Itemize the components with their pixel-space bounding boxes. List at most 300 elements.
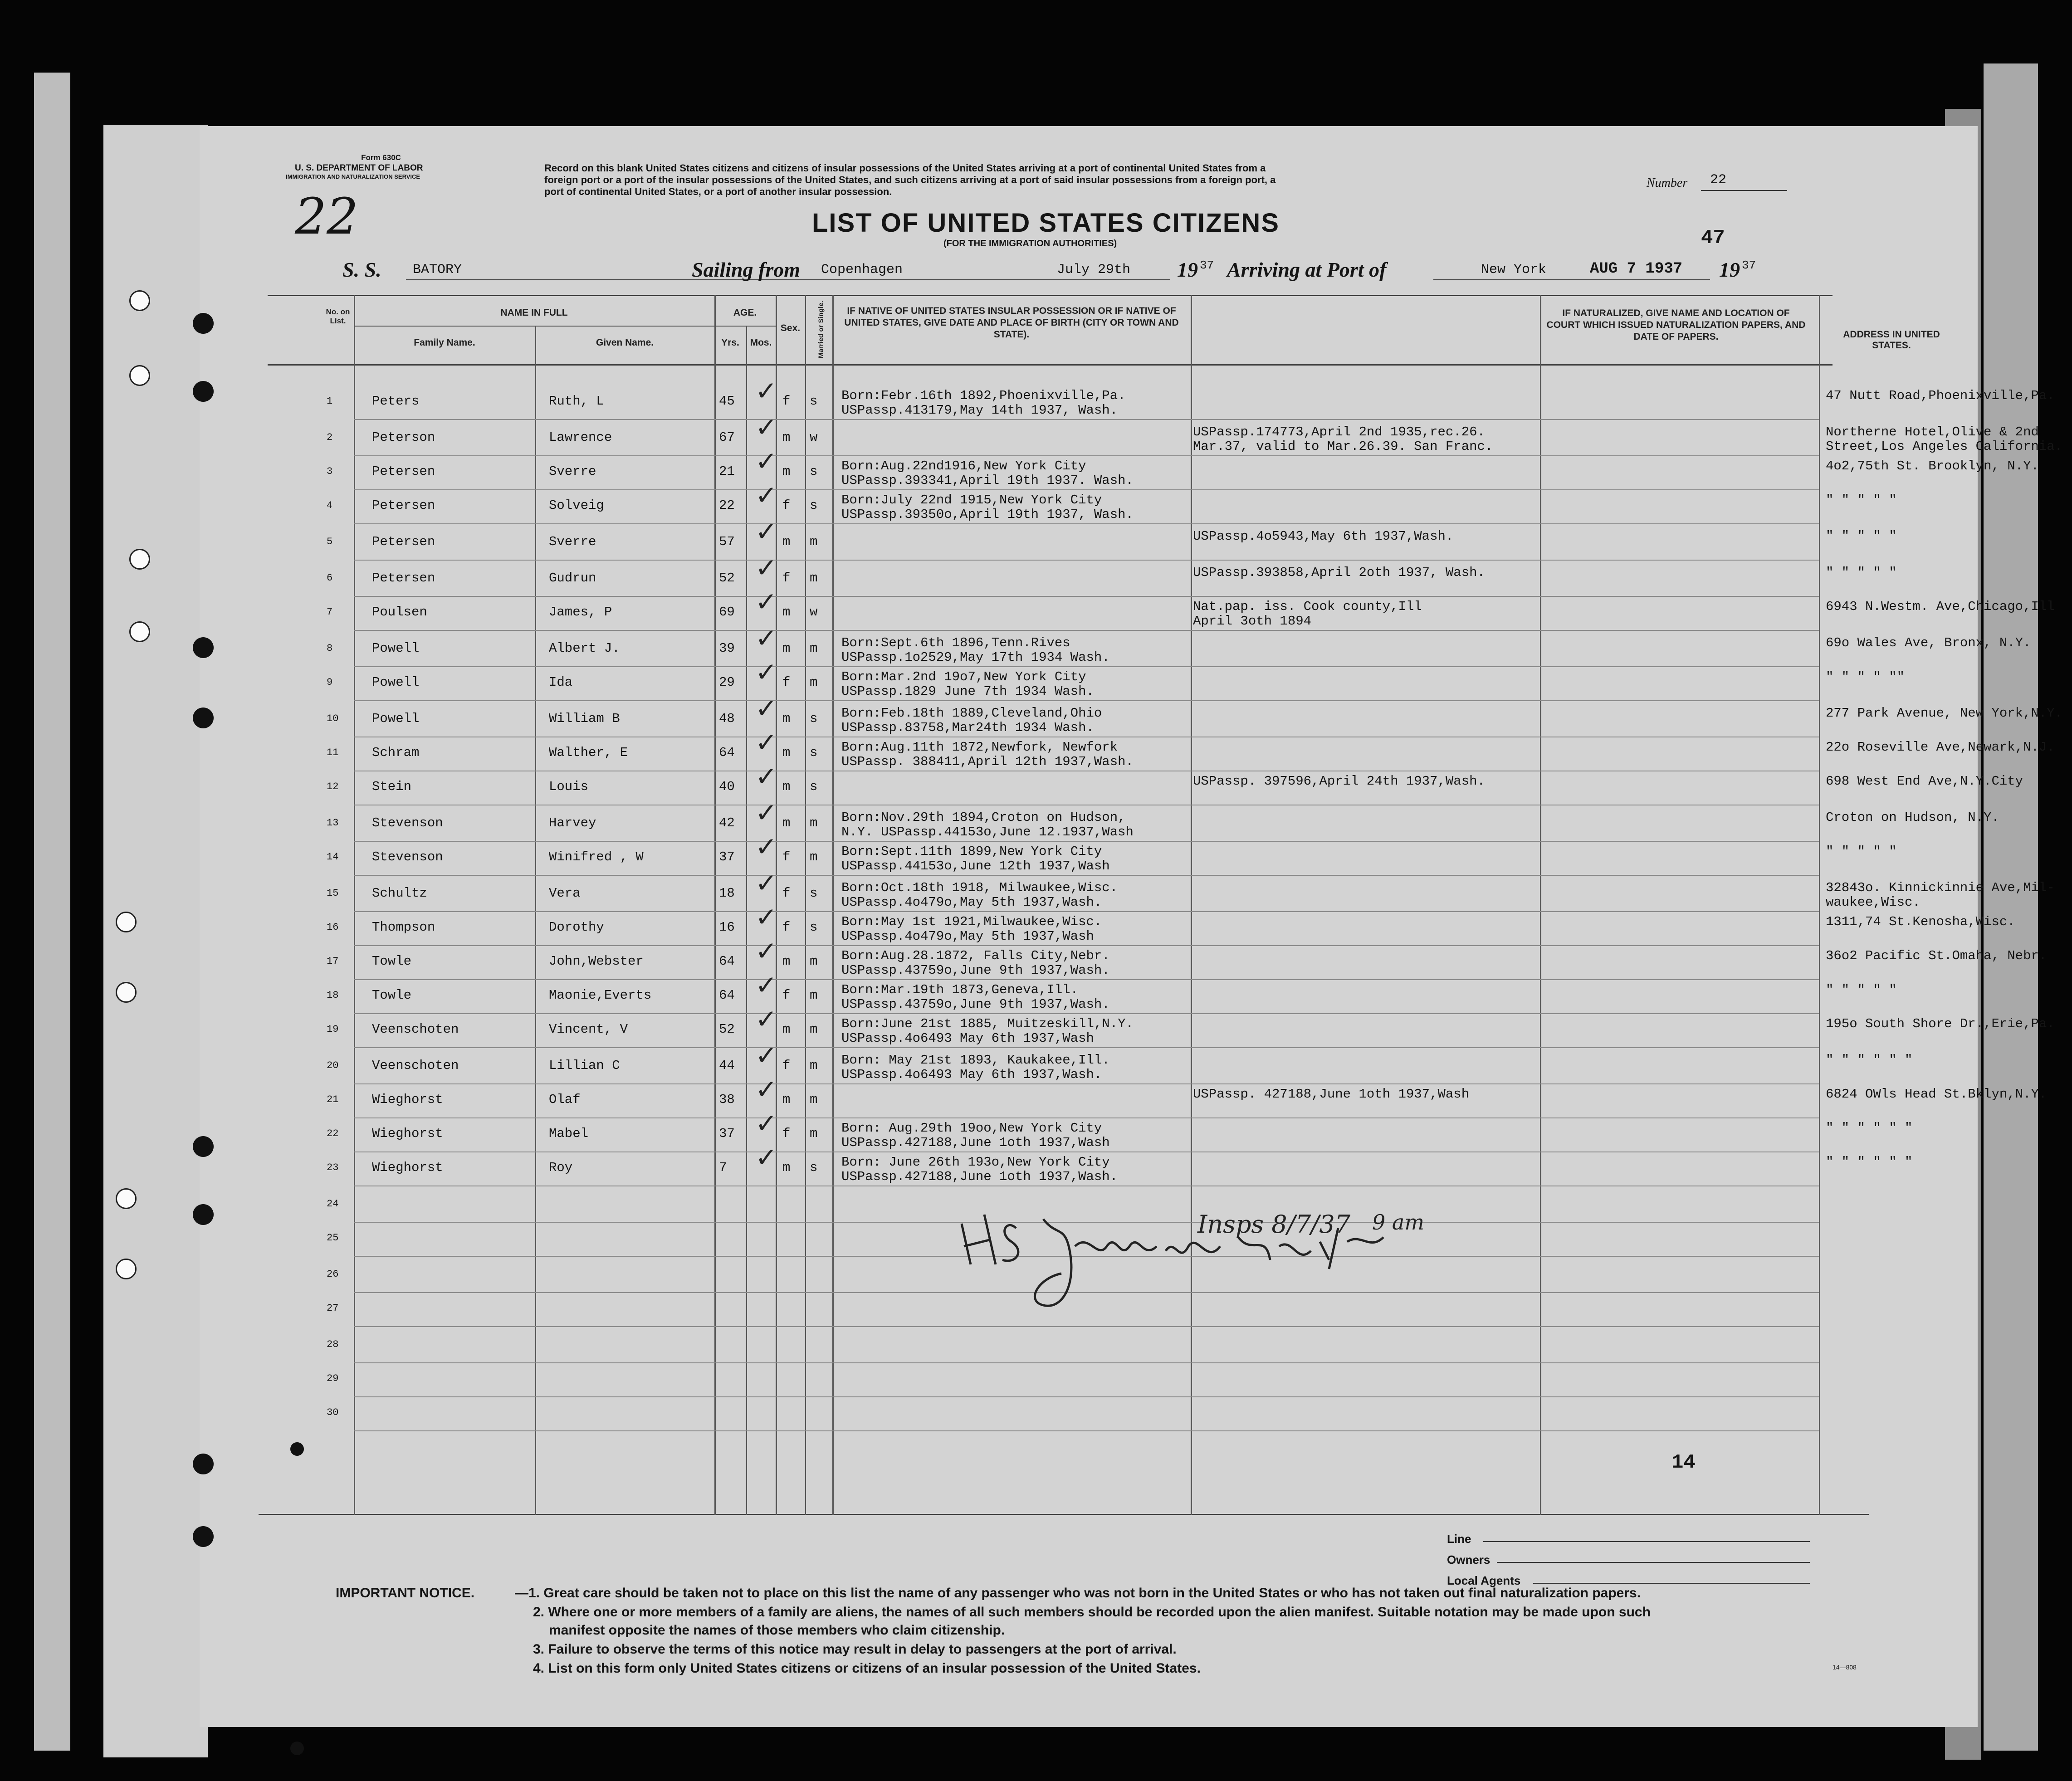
row-number: 12 — [327, 781, 339, 792]
name-header-rule — [354, 326, 714, 327]
age-years: 64 — [719, 988, 735, 1003]
birth-line-2: N.Y. USPassp.44153o,June 12.1937,Wash — [841, 825, 1134, 839]
sex: f — [782, 920, 791, 935]
table-row — [200, 412, 2063, 461]
agents-underline — [1533, 1583, 1810, 1584]
binder-hole — [116, 912, 137, 932]
date-underline — [1043, 279, 1170, 280]
row-number: 21 — [327, 1094, 339, 1105]
birth-line-2: USPassp.43759o,June 9th 1937,Wash. — [841, 963, 1110, 978]
sailing-year-prefix: 19 — [1177, 258, 1198, 281]
row-rule — [354, 596, 1819, 597]
address-line-1: 195o South Shore Dr.,Erie,Pa. — [1826, 1016, 2055, 1031]
binder-hole — [129, 621, 150, 642]
marital-status: s — [810, 498, 818, 513]
row-rule — [354, 630, 1819, 631]
naturalization-line-2: Mar.37, valid to Mar.26.39. San Franc. — [1193, 439, 1493, 454]
manifest-sheet — [200, 126, 2063, 1727]
owners-underline — [1497, 1562, 1810, 1563]
number-value: 22 — [1710, 172, 1727, 188]
age-years: 52 — [719, 1022, 735, 1037]
sex: m — [782, 954, 791, 969]
age-years: 64 — [719, 954, 735, 969]
age-years: 45 — [719, 394, 735, 409]
birth-line-2: USPassp.1829 June 7th 1934 Wash. — [841, 684, 1094, 699]
row-number: 14 — [327, 851, 339, 863]
family-name: Stevenson — [372, 815, 443, 830]
row-rule — [354, 1047, 1819, 1048]
birth-line-2: USPassp.39350o,April 19th 1937, Wash. — [841, 507, 1134, 522]
sailing-year: 37 — [1200, 259, 1214, 272]
address-line-1: " " " " " — [1826, 982, 1897, 997]
age-years: 38 — [719, 1092, 735, 1107]
row-number: 13 — [327, 817, 339, 829]
birth-line-1: Born:Nov.29th 1894,Croton on Hudson, — [841, 810, 1126, 825]
given-name: William B — [549, 711, 620, 726]
row-number: 19 — [327, 1024, 339, 1035]
sailing-date: July 29th — [1057, 262, 1131, 278]
address-line-1: " " " " " — [1826, 565, 1897, 580]
marital-status: m — [810, 571, 818, 586]
marital-status: m — [810, 815, 818, 830]
binder-hole — [116, 1188, 137, 1209]
arrival-year-prefix: 19 — [1719, 258, 1740, 281]
family-name: Wieghorst — [372, 1126, 443, 1141]
row-rule — [354, 1430, 1819, 1431]
given-name: Ida — [549, 675, 573, 690]
row-rule — [354, 841, 1819, 842]
sex: f — [782, 571, 791, 586]
address-line-1: 698 West End Ave,N.Y.City — [1826, 774, 2023, 789]
row-rule — [354, 419, 1819, 420]
row-rule — [354, 489, 1819, 490]
family-name: Veenschoten — [372, 1058, 459, 1073]
table-row — [200, 1108, 1978, 1157]
inspector-check-mark: ✓ — [755, 552, 777, 583]
inspector-check-mark: ✓ — [755, 412, 777, 443]
punch-hole — [193, 381, 214, 402]
birth-line-2: USPassp.1o2529,May 17th 1934 Wash. — [841, 650, 1110, 665]
notice-item-4: 4. List on this form only United States citizens or citizens of an insular possession of the United States. — [533, 1661, 1201, 1676]
family-name: Towle — [372, 954, 412, 969]
department-name: U. S. DEPARTMENT OF LABOR — [295, 163, 423, 173]
local-agents-label: Local Agents — [1447, 1574, 1521, 1587]
marital-status: s — [810, 779, 818, 794]
marital-status: m — [810, 849, 818, 864]
given-name: Walther, E — [549, 745, 628, 760]
punch-hole — [193, 1136, 214, 1157]
row-number: 4 — [327, 500, 333, 511]
age-years: 48 — [719, 711, 735, 726]
birth-line-1: Born:Aug.11th 1872,Newfork, Newfork — [841, 740, 1118, 755]
notice-item-1: —1. Great care should be taken not to place on this list the name of any passenger who was not born in the United States or who has not taken out final naturalization papers. — [515, 1586, 1641, 1600]
given-name: Winifred , W — [549, 849, 644, 864]
sex: f — [782, 849, 791, 864]
family-name: Petersen — [372, 571, 435, 586]
address-line-2: Street,Los Angeles California. — [1826, 439, 2063, 454]
header-mos: Mos. — [750, 337, 772, 348]
empty-table-row — [200, 1332, 1978, 1368]
inspector-check-mark: ✓ — [755, 1142, 777, 1173]
row-number: 24 — [327, 1198, 339, 1210]
age-years: 21 — [719, 464, 735, 479]
sex: m — [782, 815, 791, 830]
punch-hole — [290, 1442, 304, 1456]
given-name: Gudrun — [549, 571, 596, 586]
birth-line-2: USPassp. 388411,April 12th 1937,Wash. — [841, 754, 1134, 769]
sex: f — [782, 1058, 791, 1073]
document-title: LIST OF UNITED STATES CITIZENS — [812, 208, 1280, 238]
row-number: 20 — [327, 1060, 339, 1071]
given-name: Dorothy — [549, 920, 604, 935]
binder-hole — [116, 1259, 137, 1279]
sex: f — [782, 498, 791, 513]
inspector-check-mark: ✓ — [755, 376, 777, 406]
birth-line-1: Born: Aug.29th 19oo,New York City — [841, 1121, 1102, 1136]
sex: m — [782, 1022, 791, 1037]
marital-status: m — [810, 954, 818, 969]
marital-status: s — [810, 886, 818, 901]
row-number: 11 — [327, 747, 339, 758]
given-name: Harvey — [549, 815, 596, 830]
row-rule — [354, 1326, 1819, 1327]
address-line-1: " " " " " " — [1826, 1121, 1913, 1136]
table-row — [200, 623, 2031, 672]
marital-status: s — [810, 394, 818, 409]
number-underline — [1701, 190, 1787, 191]
line-label: Line — [1447, 1532, 1471, 1546]
marital-status: m — [810, 641, 818, 656]
inspector-check-mark: ✓ — [755, 480, 777, 511]
sailing-port: Copenhagen — [821, 262, 903, 278]
address-line-1: 6943 N.Westm. Ave,Chicago,Ill — [1826, 599, 2055, 614]
family-name: Peters — [372, 394, 420, 409]
birth-line-1: Born:Mar.19th 1873,Geneva,Ill. — [841, 982, 1079, 997]
family-name: Wieghorst — [372, 1092, 443, 1107]
family-name: Petersen — [372, 498, 435, 513]
inspector-check-mark: ✓ — [755, 1074, 777, 1105]
age-years: 69 — [719, 605, 735, 620]
row-rule — [354, 560, 1819, 561]
address-line-1: 4o2,75th St. Brooklyn, N.Y. — [1826, 459, 2039, 473]
inspector-check-mark: ✓ — [755, 446, 777, 477]
table-row — [200, 1142, 1978, 1191]
given-name: Sverre — [549, 534, 596, 549]
header-sex: Sex. — [780, 323, 801, 333]
birth-line-2: USPassp.44153o,June 12th 1937,Wash — [841, 859, 1110, 873]
birth-line-2: USPassp.427188,June 1oth 1937,Wash. — [841, 1169, 1118, 1184]
table-row — [200, 693, 2063, 742]
port-underline — [1433, 279, 1710, 280]
naturalization-line-1: USPassp.174773,April 2nd 1935,rec.26. — [1193, 425, 1485, 439]
sex: m — [782, 1160, 791, 1175]
birth-line-2: USPassp.393341,April 19th 1937. Wash. — [841, 473, 1134, 488]
row-number: 16 — [327, 922, 339, 933]
age-header-rule — [714, 326, 776, 327]
row-rule — [354, 523, 1819, 524]
sex: m — [782, 641, 791, 656]
document-subtitle: (FOR THE IMMIGRATION AUTHORITIES) — [943, 239, 1117, 249]
given-name: Vera — [549, 886, 581, 901]
arrival-port: New York — [1481, 262, 1547, 278]
marital-status: m — [810, 1092, 818, 1107]
birth-line-2: USPassp.43759o,June 9th 1937,Wash. — [841, 997, 1110, 1012]
inspector-check-mark: ✓ — [755, 970, 777, 1000]
address-line-1: " " " " " — [1826, 844, 1897, 859]
row-number: 30 — [327, 1407, 339, 1418]
family-name: Wieghorst — [372, 1160, 443, 1175]
punch-hole — [193, 1526, 214, 1547]
row-rule — [354, 875, 1819, 876]
age-years: 16 — [719, 920, 735, 935]
empty-table-row — [200, 1400, 1978, 1436]
age-years: 22 — [719, 498, 735, 513]
ss-label: S. S. — [342, 258, 381, 281]
address-line-1: Croton on Hudson, N.Y. — [1826, 810, 1999, 825]
punch-hole — [193, 1204, 214, 1225]
row-number: 10 — [327, 713, 339, 724]
naturalization-line-1: USPassp.4o5943,May 6th 1937,Wash. — [1193, 529, 1454, 544]
page-edge-left — [34, 73, 70, 1751]
inspector-check-mark: ✓ — [755, 1040, 777, 1071]
punch-hole — [193, 637, 214, 658]
age-years: 52 — [719, 571, 735, 586]
table-row — [200, 868, 2055, 917]
family-name: Thompson — [372, 920, 435, 935]
row-rule — [354, 945, 1819, 946]
line-underline — [1483, 1541, 1810, 1542]
birth-line-2: USPassp.427188,June 1oth 1937,Wash — [841, 1135, 1110, 1150]
birth-line-1: Born:Sept.6th 1896,Tenn.Rives — [841, 635, 1070, 650]
age-years: 67 — [719, 430, 735, 445]
family-name: Stein — [372, 779, 412, 794]
row-number: 7 — [327, 606, 333, 618]
row-number: 28 — [327, 1339, 339, 1350]
empty-table-row — [200, 1366, 1978, 1402]
page-edge-right — [1984, 63, 2038, 1751]
notice-item-2b: manifest opposite the names of those members who claim citizenship. — [549, 1623, 1005, 1638]
row-number: 26 — [327, 1269, 339, 1280]
row-number: 1 — [327, 395, 333, 407]
family-name: Towle — [372, 988, 412, 1003]
row-rule — [354, 911, 1819, 912]
family-name: Schultz — [372, 886, 427, 901]
header-address: ADDRESS IN UNITED STATES. — [1843, 329, 1940, 351]
family-name: Powell — [372, 675, 420, 690]
birth-line-1: Born:June 21st 1885, Muitzeskill,N.Y. — [841, 1016, 1134, 1031]
punch-hole — [193, 1454, 214, 1474]
birth-line-2: USPassp.4o6493 May 6th 1937,Wash. — [841, 1067, 1102, 1082]
given-name: Ruth, L — [549, 394, 604, 409]
header-birth-place: IF NATIVE OF UNITED STATES INSULAR POSSESSION OR IF NATIVE OF UNITED STATES, GIVE DATE AND PLACE OF BIRTH (CITY OR TOWN AND STATE). — [844, 306, 1179, 340]
family-name: Powell — [372, 641, 420, 656]
row-rule — [354, 666, 1819, 667]
page-edge-underlay — [103, 125, 208, 1757]
table-row — [200, 797, 1999, 846]
row-rule — [354, 1117, 1819, 1118]
marital-status: w — [810, 430, 818, 445]
signature-initials: Insps 8/7/37 — [1197, 1210, 1351, 1239]
birth-line-2: USPassp.413179,May 14th 1937, Wash. — [841, 403, 1118, 418]
birth-line-1: Born:July 22nd 1915,New York City — [841, 493, 1102, 507]
row-number: 5 — [327, 536, 333, 547]
punch-hole — [193, 313, 214, 334]
sex: f — [782, 394, 791, 409]
marital-status: s — [810, 711, 818, 726]
marital-status: s — [810, 464, 818, 479]
given-name: Sverre — [549, 464, 596, 479]
inspector-check-mark: ✓ — [755, 623, 777, 654]
family-name: Powell — [372, 711, 420, 726]
given-name: Albert J. — [549, 641, 620, 656]
address-line-1: " " " " "" — [1826, 669, 1905, 684]
header-given-name: Given Name. — [596, 337, 654, 348]
service-name: IMMIGRATION AND NATURALIZATION SERVICE — [286, 173, 420, 180]
table-row — [200, 516, 1978, 565]
row-number: 29 — [327, 1373, 339, 1384]
given-name: Roy — [549, 1160, 573, 1175]
binder-hole — [116, 982, 137, 1003]
naturalization-line-1: USPassp. 397596,April 24th 1937,Wash. — [1193, 774, 1485, 789]
inspector-check-mark: ✓ — [755, 1004, 777, 1034]
table-row — [200, 1040, 1978, 1089]
age-years: 7 — [719, 1160, 727, 1175]
row-rule — [354, 1013, 1819, 1014]
row-number: 22 — [327, 1128, 339, 1139]
given-name: Vincent, V — [549, 1022, 628, 1037]
age-years: 40 — [719, 779, 735, 794]
age-years: 18 — [719, 886, 735, 901]
row-rule — [354, 700, 1819, 701]
table-top-border — [268, 295, 1833, 296]
given-name: Maonie,Everts — [549, 988, 652, 1003]
marital-status: m — [810, 988, 818, 1003]
birth-line-1: Born:Sept.11th 1899,New York City — [841, 844, 1102, 859]
marital-status: m — [810, 675, 818, 690]
address-line-1: " " " " " — [1826, 529, 1897, 544]
birth-line-1: Born:Aug.22nd1916,New York City — [841, 459, 1086, 473]
instruction-line-3: port of continental United States, or a port of another insular possession. — [544, 186, 892, 197]
given-name: James, P — [549, 605, 612, 620]
given-name: Olaf — [549, 1092, 581, 1107]
marital-status: s — [810, 1160, 818, 1175]
notice-title: IMPORTANT NOTICE. — [336, 1586, 475, 1600]
form-number: Form 630C — [361, 153, 401, 162]
row-rule — [354, 1083, 1819, 1084]
header-age: AGE. — [733, 307, 757, 318]
sex: m — [782, 1092, 791, 1107]
inspector-check-mark: ✓ — [755, 936, 777, 966]
sex: m — [782, 534, 791, 549]
row-number: 2 — [327, 432, 333, 443]
birth-line-1: Born:May 1st 1921,Milwaukee,Wisc. — [841, 914, 1102, 929]
instruction-line-1: Record on this blank United States citizens and citizens of insular possessions of the United States arriving at a port of continental United States from a — [544, 162, 1266, 174]
address-line-1: 36o2 Pacific St.Omaha, Nebr. — [1826, 948, 2047, 963]
header-name-in-full: NAME IN FULL — [500, 307, 568, 318]
naturalization-line-1: USPassp. 427188,June 1oth 1937,Wash — [1193, 1087, 1470, 1102]
sex: m — [782, 745, 791, 760]
given-name: Lawrence — [549, 430, 612, 445]
naturalization-line-1: Nat.pap. iss. Cook county,Ill — [1193, 599, 1422, 614]
given-name: Mabel — [549, 1126, 589, 1141]
birth-line-1: Born:Mar.2nd 19o7,New York City — [841, 669, 1086, 684]
sex: f — [782, 988, 791, 1003]
sex: m — [782, 779, 791, 794]
table-row — [200, 552, 1978, 601]
arrival-year: 37 — [1742, 259, 1756, 272]
birth-line-1: Born: May 21st 1893, Kaukakee,Ill. — [841, 1053, 1110, 1068]
row-number: 3 — [327, 466, 333, 477]
notice-item-3: 3. Failure to observe the terms of this notice may result in delay to passengers at the port of arrival. — [533, 1642, 1177, 1657]
row-number: 27 — [327, 1303, 339, 1314]
binder-hole — [129, 365, 150, 386]
marital-status: m — [810, 1058, 818, 1073]
header-family-name: Family Name. — [414, 337, 475, 348]
inspector-check-mark: ✓ — [755, 797, 777, 828]
inspector-check-mark: ✓ — [755, 831, 777, 862]
arriving-label: Arriving at Port of — [1227, 258, 1387, 281]
age-years: 64 — [719, 745, 735, 760]
sex: m — [782, 430, 791, 445]
header-yrs: Yrs. — [721, 337, 739, 348]
binder-hole — [129, 549, 150, 570]
marital-status: s — [810, 745, 818, 760]
inspector-check-mark: ✓ — [755, 1108, 777, 1139]
row-number: 25 — [327, 1232, 339, 1244]
age-years: 42 — [719, 815, 735, 830]
given-name: John,Webster — [549, 954, 644, 969]
birth-line-1: Born:Aug.28.1872, Falls City,Nebr. — [841, 948, 1110, 963]
table-row — [200, 376, 2055, 425]
family-name: Poulsen — [372, 605, 427, 620]
naturalization-line-1: USPassp.393858,April 2oth 1937, Wash. — [1193, 565, 1485, 580]
address-line-1: 1311,74 St.Kenosha,Wisc. — [1826, 914, 2015, 929]
age-years: 37 — [719, 849, 735, 864]
family-name: Schram — [372, 745, 420, 760]
address-line-1: 32843o. Kinnickinnie Ave,Mil- — [1826, 880, 2055, 895]
age-years: 39 — [719, 641, 735, 656]
address-line-1: Northerne Hotel,Olive & 2nd — [1826, 425, 2039, 439]
table-header-border — [268, 364, 1833, 366]
notice-item-2a: 2. Where one or more members of a family are aliens, the names of all such members should be recorded upon the alien manifest. Suitable notation may be made upon such — [533, 1605, 1651, 1620]
birth-line-2: USPassp.4o479o,May 5th 1937,Wash — [841, 929, 1094, 944]
inspector-check-mark: ✓ — [755, 868, 777, 898]
birth-line-2: USPassp.83758,Mar24th 1934 Wash. — [841, 720, 1094, 735]
inspector-check-mark: ✓ — [755, 761, 777, 792]
address-line-2: waukee,Wisc. — [1826, 895, 1921, 910]
punch-hole — [290, 1742, 304, 1755]
inspector-check-mark: ✓ — [755, 902, 777, 932]
sex: m — [782, 464, 791, 479]
address-line-1: " " " " " — [1826, 493, 1897, 507]
address-line-1: 277 Park Avenue, New York,N.Y. — [1826, 706, 2063, 721]
birth-line-1: Born:Feb.18th 1889,Cleveland,Ohio — [841, 706, 1102, 721]
row-number: 23 — [327, 1162, 339, 1173]
family-name: Stevenson — [372, 849, 443, 864]
header-no: No. on List. — [326, 307, 350, 325]
row-number: 18 — [327, 990, 339, 1001]
ship-name: BATORY — [413, 262, 462, 278]
birth-line-2: USPassp.4o6493 May 6th 1937,Wash — [841, 1031, 1094, 1046]
given-name: Solveig — [549, 498, 604, 513]
punch-hole — [193, 708, 214, 728]
handwritten-list-number: 22 — [295, 187, 358, 245]
address-line-1: 69o Wales Ave, Bronx, N.Y. — [1826, 635, 2031, 650]
row-number: 17 — [327, 956, 339, 967]
marital-status: w — [810, 605, 818, 620]
sailing-label: Sailing from — [692, 258, 801, 281]
address-line-1: 47 Nutt Road,Phoenixville,Pa. — [1826, 388, 2055, 403]
